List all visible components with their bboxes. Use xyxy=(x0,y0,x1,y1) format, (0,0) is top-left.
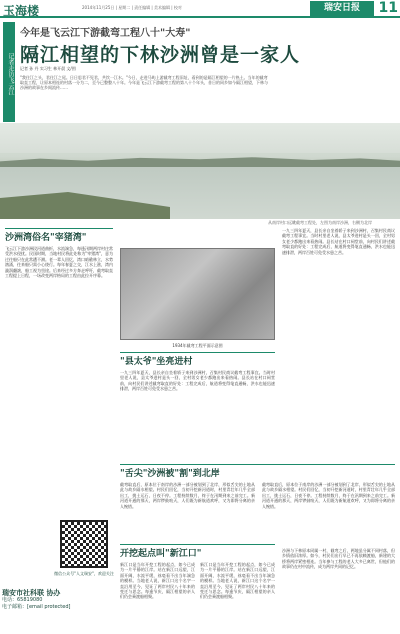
divider xyxy=(5,228,113,229)
article-column-c: 截弯取直后，原本位于南岸的沙洲一部分被划到了北岸，形似舌尖的土地从此与故乡隔水相望。村民们回忆，当初开挖新河道时，村里青壮年几乎全部出工，挑土运石，日夜不停。工程持续数月，终于在汛期到来之前完工。新河道开通的那天，两岸锣鼓喧天，人们既为新航道欢呼，又为即将分离的亲人惋惜。 xyxy=(120,482,255,509)
newspaper-logo: 瑞安日报 xyxy=(310,1,374,16)
article-column-e: 沙洲与下林原本同属一村，截弯之后，两地虽分属不同村落，但乡情依旧浓厚。如今，村民们出行早已不再依赖渡船，新建的大桥将两岸紧密相连。当年参与工程的老人大多已离世，但他们的故事仍在村中流传，成为两岸共同的记忆。 xyxy=(282,548,395,570)
footer-phone: 电话：65819080 xyxy=(2,597,43,603)
page-number: 11 xyxy=(378,0,398,16)
footer-org: 瑞安市社科联 xyxy=(2,589,44,597)
page-header xyxy=(0,0,400,18)
headline: 隔江相望的下林沙洲曾是一家人 xyxy=(20,44,301,66)
article-column-a: 飞云江下游沙洲段河道曲折，水流湍急，每逢汛期两岸村庄常受洪水侵扰。民国时期，当地村民将此处称为"宰猪湾"，意为过往船只在此常遭不测。老一辈人回忆，湾口暗礁林立，水势汹涌，往来船只需小心绕行。每年春夏之交，江水上涨，湾内漩涡翻滚，船工视为畏途。后来经过多方奔走呼吁，截弯取直工程提上日程，一场改变两岸格局的工程由此拉开序幕。 xyxy=(5,246,113,279)
footer-email[interactable]: 电子邮箱：[email protected] xyxy=(2,604,71,610)
photo-caption: 从南岸村口远眺截弯工程处，左图为南岸沙洲，右侧为北岸 xyxy=(268,220,372,225)
article-column-c2: 截弯取直后，原本位于南岸的沙洲一部分被划到了北岸，形似舌尖的土地从此与故乡隔水相望。村民们回忆，当初开挖新河道时，村里青壮年几乎全部出工，挑土运石，日夜不停。工程持续数月，终于在汛期到来之前完工。新河道开通的那天，两岸锣鼓喧天，人们既为新航道欢呼，又为即将分离的亲人惋惜。 xyxy=(262,482,395,509)
footer-role: 协办 xyxy=(46,589,61,597)
article-column-d2: 新江口是当年开挖工程的起点，如今已成为一片平静的江岸。站在新江口远望，江面开阔，水流平缓，丝毫看不出当年湍急的模样。当地老人说，新江口这个名字一直沿用至今，见证了两岸村民八十年来的变迁与思念。每逢节庆，隔江相望的亲人们仍会乘渡船相聚。 xyxy=(200,562,275,600)
qr-caption: 微信公众号"人文瑞安"，欢迎关注 xyxy=(54,571,114,576)
article-column-b: 一九三四年夏天，县长亲自坐着轿子来到沙洲村，召集村民商议截弯工程事宜。当时村里老人说，县太爷进村是头一回，全村男女老少都跑出来看热闹。县长站在村口祠堂前，向村民们讲述截弯取直的好处：工程完成后，航道将变得笔直通畅，洪水也能迅速排泄，两岸百姓可免受水患之苦。 xyxy=(120,370,275,392)
article-column-d: 新江口是当年开挖工程的起点，如今已成为一片平静的江岸。站在新江口远望，江面开阔，水流平缓，丝毫看不出当年湍急的模样。当地老人说，新江口这个名字一直沿用至今，见证了两岸村民八十年来的变迁与思念。每逢节庆，隔江相望的亲人们仍会乘渡船相聚。 xyxy=(120,562,195,600)
divider xyxy=(120,352,275,353)
old-map-photo xyxy=(120,248,275,348)
old-photo-caption: 1934年截弯工程平面示意图 xyxy=(172,343,223,348)
section-heading-3: "舌尖"沙洲被"割"到北岸 xyxy=(120,469,220,479)
byline: 记者 孙 丹 实习生 林开晨 文/图 xyxy=(20,66,76,71)
river-photo xyxy=(0,123,400,219)
issue-meta: 2014年11月25日 | 星期二 | 责任编辑 | 美术编辑 | 校对 xyxy=(82,5,182,10)
section-heading-2: "县太爷"坐亮进村 xyxy=(120,357,193,367)
divider xyxy=(120,464,395,465)
section-title: 玉海楼 xyxy=(3,4,40,18)
section-heading-1: 沙洲湾俗名"宰猪湾" xyxy=(5,233,87,243)
divider xyxy=(120,544,275,545)
section-heading-4: 开挖起点叫"新江口" xyxy=(120,549,202,559)
kicker: 今年是飞云江下游截弯工程八十"大寿" xyxy=(20,28,191,39)
lead-paragraph: "我住江之头，君住江之尾。日日思君不见君，共饮一江水。"今日，走进马屿上游截弯工程旧址，看到的是隔江相望的一片热土。当年的截弯取直工程，让原本相连的村落一分为二，至今已整整八十年。今年是飞云江下游截弯工程的第八十个年头，昔日的同乡如今隔江相望，下林与沙洲的故事在乡间流传…… xyxy=(20,75,268,91)
article-column-b2: 一九三四年夏天，县长亲自坐着轿子来到沙洲村，召集村民商议截弯工程事宜。当时村里老人说，县太爷进村是头一回，全村男女老少都跑出来看热闹。县长站在村口祠堂前，向村民们讲述截弯取直的好处：工程完成后，航道将变得笔直通畅，洪水也能迅速排泄，两岸百姓可免受水患之苦。 xyxy=(282,228,395,255)
qr-code[interactable] xyxy=(60,520,108,568)
side-strip: 记者走访飞云江 xyxy=(3,22,15,122)
footer xyxy=(2,590,70,611)
